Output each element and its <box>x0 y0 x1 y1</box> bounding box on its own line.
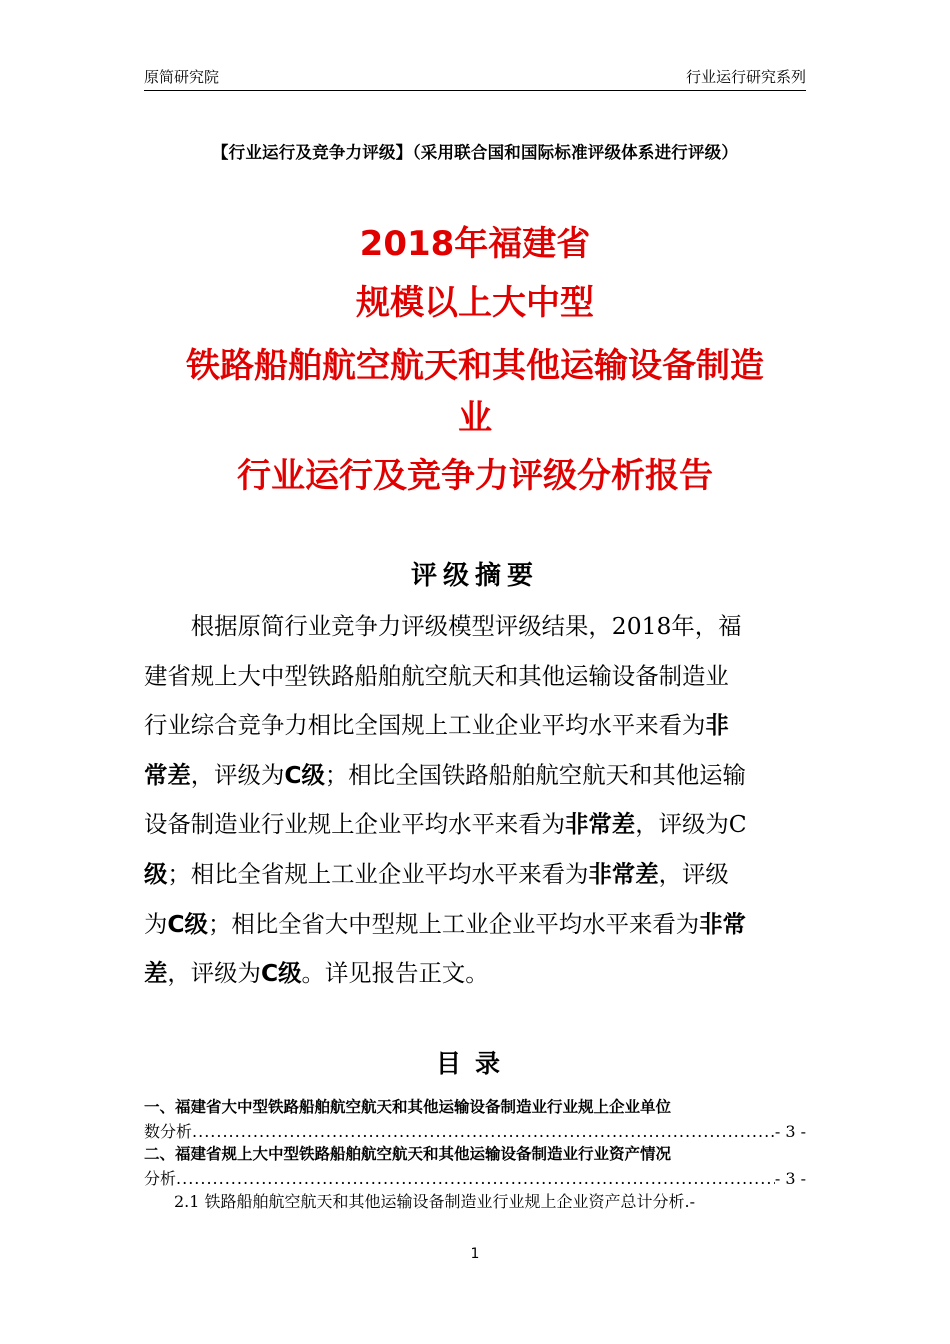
summary-line <box>144 850 806 900</box>
page-number: 1 <box>470 1246 480 1262</box>
table-of-contents <box>144 1096 806 1214</box>
bold-text: 非常差 <box>588 859 659 888</box>
title-line-1: 2018年福建省 <box>359 224 591 264</box>
title-line-3: 铁路船舶航空航天和其他运输设备制造 <box>186 346 764 386</box>
summary-line <box>144 652 806 702</box>
text: 。详见报告正文。 <box>301 959 489 988</box>
toc-leader-dots <box>176 1167 775 1191</box>
summary-line <box>144 949 806 999</box>
bold-text: 非 <box>705 711 729 740</box>
text: 设备制造业行业规上企业平均水平来看为 <box>144 810 566 839</box>
text: 行业综合竞争力相比全国规上工业企业平均水平来看为 <box>144 711 706 740</box>
header-left: 原简研究院 <box>144 68 220 86</box>
text: ，评级 <box>658 859 729 888</box>
text: ；相比全省规上工业企业平均水平来看为 <box>167 859 589 888</box>
text: ，评级为C <box>635 810 747 839</box>
summary-line <box>144 751 806 801</box>
title-line-2: 规模以上大中型 <box>356 283 594 323</box>
summary-line <box>144 602 806 652</box>
rating-line: 【行业运行及竞争力评级】（采用联合国和国际标准评级体系进行评级） <box>211 143 739 162</box>
toc-entry-3[interactable]: 2.1 铁路船舶航空航天和其他运输设备制造业行业规上企业资产总计分析.- <box>174 1192 696 1211</box>
title-line-4: 业 <box>458 398 492 438</box>
text: ，评级为 <box>167 959 261 988</box>
summary-heading: 评级摘要 <box>410 561 539 591</box>
bold-text: 常差 <box>144 760 191 789</box>
summary-line <box>144 701 806 751</box>
bold-text: 非常 <box>699 909 746 938</box>
toc-page-number: - 3 - <box>774 1121 806 1141</box>
text: ；相比全省大中型规上工业企业平均水平来看为 <box>207 909 700 938</box>
toc-heading: 目录 <box>435 1049 514 1078</box>
toc-entry-2-line1[interactable]: 二、福建省规上大中型铁路船舶航空航天和其他运输设备制造业行业资产情况 <box>144 1145 672 1163</box>
bold-text: 差 <box>144 959 168 988</box>
bold-text: C级 <box>284 760 325 789</box>
text: ，评级为 <box>190 760 285 789</box>
text: 为 <box>144 909 168 938</box>
toc-entry-1-line1[interactable]: 一、福建省大中型铁路船舶航空航天和其他运输设备制造业行业规上企业单位 <box>144 1098 672 1116</box>
toc-entry-text: 数分析 <box>144 1121 193 1141</box>
title-line-5: 行业运行及竞争力评级分析报告 <box>237 456 713 496</box>
page-header <box>144 66 806 91</box>
bold-text: 非常差 <box>565 810 636 839</box>
toc-entry-2-line2[interactable] <box>144 1167 806 1191</box>
summary-line <box>144 800 806 850</box>
text: ；相比全国铁路船舶航空航天和其他运输 <box>324 760 746 789</box>
bold-text: 级 <box>144 859 168 888</box>
summary-line <box>144 900 806 950</box>
toc-leader-dots <box>192 1120 775 1144</box>
header-right: 行业运行研究系列 <box>685 68 806 86</box>
toc-entry-text: 分析 <box>144 1168 177 1188</box>
text: 根据原简行业竞争力评级模型评级结果，2018年，福 <box>144 612 742 640</box>
bold-text: C级 <box>260 959 302 988</box>
bold-text: C级 <box>167 909 208 938</box>
toc-entry-1-line2[interactable] <box>144 1120 806 1144</box>
toc-page-number: - 3 - <box>774 1168 806 1188</box>
text: 建省规上大中型铁路船舶航空航天和其他运输设备制造业 <box>144 661 729 690</box>
summary-paragraph <box>144 602 806 999</box>
